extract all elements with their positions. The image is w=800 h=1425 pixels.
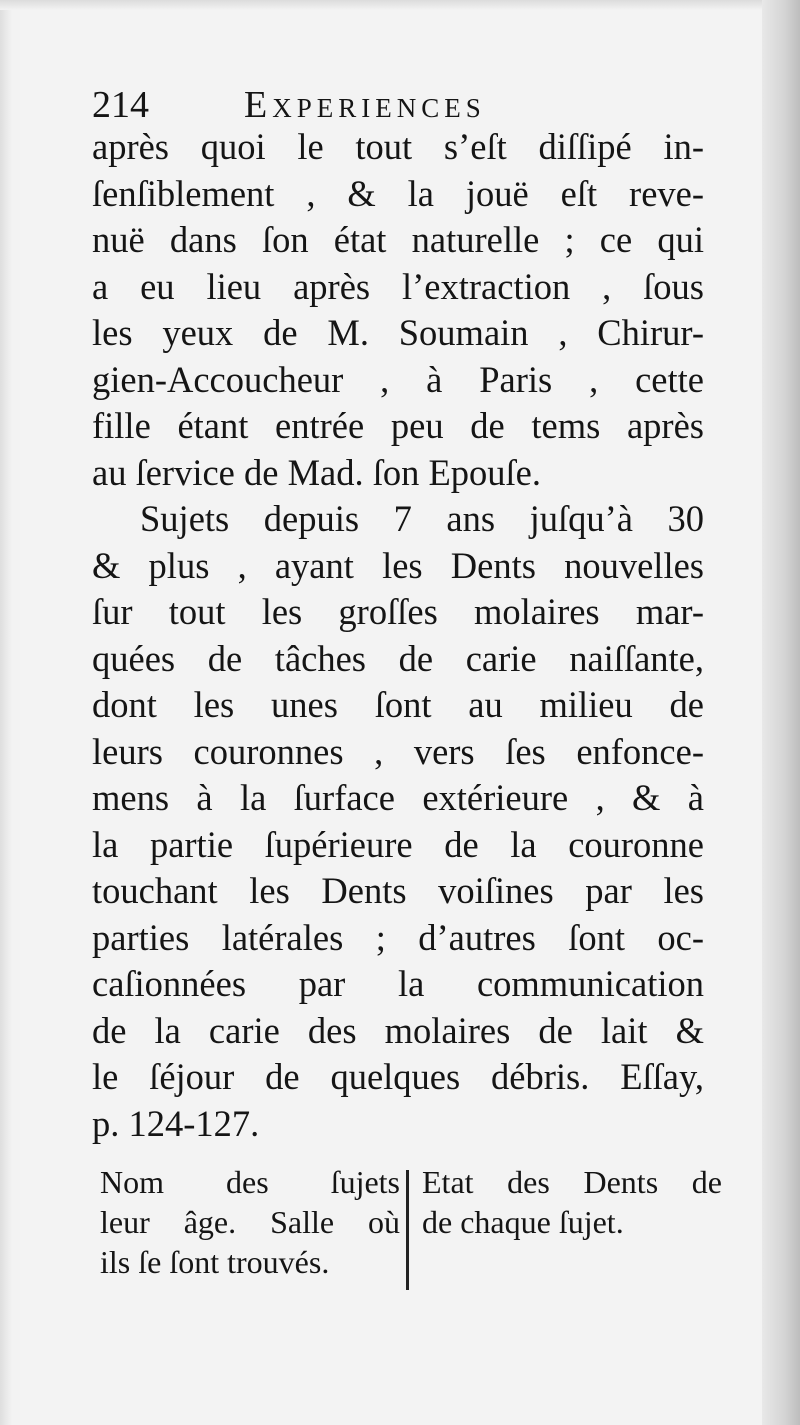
text-line: quées de tâches de carie naiſſante, bbox=[92, 637, 704, 679]
text-line: a eu lieu après l’extraction , ſous bbox=[92, 265, 704, 307]
text-line: ſur tout les groſſes molaires mar- bbox=[92, 591, 704, 632]
text-line: nuë dans ſon état naturelle ; ce qui bbox=[92, 219, 704, 260]
text-line: & plus , ayant les Dents nouvelles bbox=[92, 544, 704, 586]
column-heading-line: Nom des ſujets bbox=[100, 1164, 400, 1200]
running-title: Experiences bbox=[244, 84, 486, 126]
text-line: caſionnées par la communication bbox=[92, 963, 704, 1004]
running-header bbox=[92, 80, 702, 130]
page-edge-shadow-top bbox=[0, 0, 800, 10]
page-edge-shadow-right bbox=[762, 0, 800, 1425]
text-line: le ſéjour de quelques débris. Eſſay, bbox=[92, 1056, 704, 1097]
column-heading-line: leur âge. Salle où bbox=[100, 1204, 400, 1240]
reference-line: p. 124-127. bbox=[92, 1102, 260, 1144]
body-text bbox=[92, 124, 704, 1147]
text-line: fille étant entrée peu de tems après bbox=[92, 405, 704, 446]
column-heading-line: de chaque ſujet. bbox=[422, 1204, 624, 1240]
text-line: mens à la ſurface extérieure , & à bbox=[92, 777, 704, 818]
column-heading-line: Etat des Dents de bbox=[422, 1164, 722, 1200]
page-number: 214 bbox=[92, 84, 149, 126]
text-line: au ſervice de Mad. ſon Epouſe. bbox=[92, 451, 541, 493]
text-line: après quoi le tout s’eſt diſſipé in- bbox=[92, 126, 704, 167]
table-heading bbox=[100, 1162, 722, 1292]
text-line: dont les unes ſont au milieu de bbox=[92, 684, 704, 725]
text-line: de la carie des molaires de lait & bbox=[92, 1009, 704, 1051]
text-line: parties latérales ; d’autres ſont oc- bbox=[92, 916, 704, 958]
column-heading-line: ils ſe ſont trouvés. bbox=[100, 1244, 330, 1280]
table-heading-left bbox=[100, 1162, 400, 1282]
text-line: leurs couronnes , vers ſes enfonce- bbox=[92, 730, 704, 772]
text-line: la partie ſupérieure de la couronne bbox=[92, 823, 704, 865]
text-line: ſenſiblement , & la jouë eſt reve- bbox=[92, 172, 704, 214]
column-divider bbox=[406, 1170, 409, 1290]
paragraph-first-line: Sujets depuis 7 ans juſqu’à 30 bbox=[140, 498, 704, 539]
text-line: les yeux de M. Soumain , Chirur- bbox=[92, 312, 704, 353]
text-line: touchant les Dents voiſines par les bbox=[92, 870, 704, 911]
page-edge-shadow-left bbox=[0, 0, 12, 1425]
table-heading-right bbox=[422, 1162, 722, 1242]
text-line: gien-Accoucheur , à Paris , cette bbox=[92, 358, 704, 400]
